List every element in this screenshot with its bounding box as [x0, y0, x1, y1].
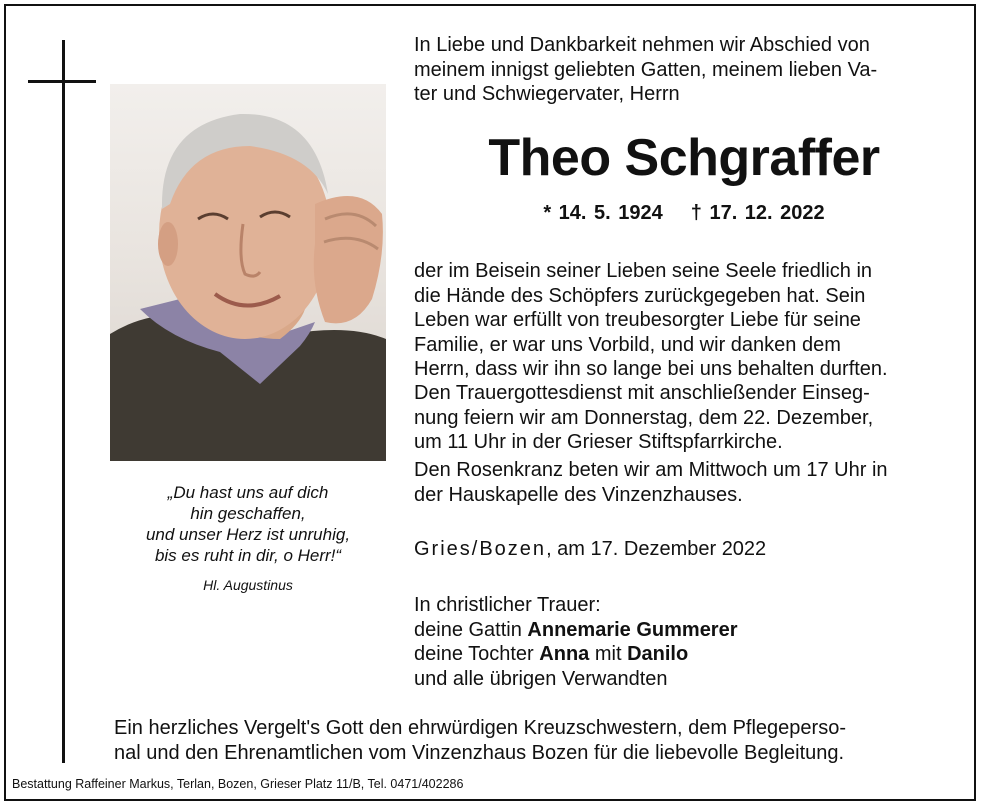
body-paragraph-3 — [414, 458, 954, 507]
body-line: Den Rosenkranz beten wir am Mittwoch um 17 Uhr in — [414, 459, 888, 481]
body-line: nung feiern wir am Donnerstag, dem 22. Dezember, — [414, 406, 874, 429]
intro-line: ter und Schwiegervater, Herrn — [414, 83, 680, 105]
thanks-text — [114, 716, 954, 765]
cross-icon-bar — [28, 80, 96, 83]
family-block — [414, 593, 738, 691]
family-wife — [414, 618, 738, 643]
body-line: die Hände des Schöpfers zurückgegeben hat. Sein — [414, 284, 866, 307]
birth-date: * 14. 5. 1924 — [543, 202, 663, 224]
life-dates — [414, 202, 954, 225]
body-paragraph-2 — [414, 381, 954, 455]
body-paragraph-1 — [414, 259, 954, 382]
daughter-name: Anna — [539, 643, 590, 665]
family-others: und alle übrigen Verwandten — [414, 667, 668, 690]
cross-icon — [62, 40, 65, 763]
body-line: Den Trauergottesdienst mit anschließender Einseg- — [414, 382, 870, 404]
place-date — [414, 538, 766, 561]
family-heading: In christlicher Trauer: — [414, 594, 601, 616]
intro-line: In Liebe und Dankbarkeit nehmen wir Abschied von — [414, 34, 870, 56]
quote-line: und unser Herz ist unruhig, — [145, 525, 351, 544]
body-line: der im Beisein seiner Lieben seine Seele friedlich in — [414, 260, 873, 282]
body-line: der Hauskapelle des Vinzenzhauses. — [414, 483, 743, 506]
place: Gries/Bozen — [414, 538, 547, 560]
deceased-name: Theo Schgraffer — [488, 129, 880, 187]
quote-line: „Du hast uns auf dich — [167, 483, 329, 502]
body-line: Familie, er war uns Vorbild, und wir danken dem — [414, 333, 841, 356]
thanks-line: nal und den Ehrenamtlichen vom Vinzenzhaus Bozen für die liebevolle Begleitung. — [114, 741, 845, 764]
death-date: † 17. 12. 2022 — [690, 202, 825, 224]
intro-line: meinem innigst geliebten Gatten, meinem lieben Va- — [414, 58, 878, 81]
date-text: , am 17. Dezember 2022 — [546, 538, 767, 560]
quote-line: bis es ruht in dir, o Herr!“ — [154, 546, 342, 565]
partner-name: Danilo — [627, 643, 689, 665]
body-line: um 11 Uhr in der Grieser Stiftspfarrkirche. — [414, 431, 783, 453]
funeral-home-footer: Bestattung Raffeiner Markus, Terlan, Bozen, Grieser Platz 11/B, Tel. 0471/402286 — [12, 777, 464, 791]
intro-text — [414, 33, 954, 107]
daughter-mid: mit — [589, 643, 628, 665]
thanks-line: Ein herzliches Vergelt's Gott den ehrwürdigen Kreuzschwestern, dem Pflegeperso- — [114, 717, 846, 739]
portrait-photo — [110, 84, 386, 461]
body-line: Leben war erfüllt von treubesorgter Liebe für seine — [414, 309, 861, 331]
quote-line: hin geschaffen, — [190, 504, 306, 523]
wife-prefix: deine Gattin — [414, 618, 528, 641]
wife-name: Annemarie Gummerer — [527, 618, 738, 641]
quote-author: Hl. Augustinus — [203, 577, 293, 593]
daughter-prefix: deine Tochter — [414, 643, 540, 665]
body-line: Herrn, dass wir ihn so lange bei uns behalten durften. — [414, 358, 888, 380]
family-daughter — [414, 642, 738, 667]
